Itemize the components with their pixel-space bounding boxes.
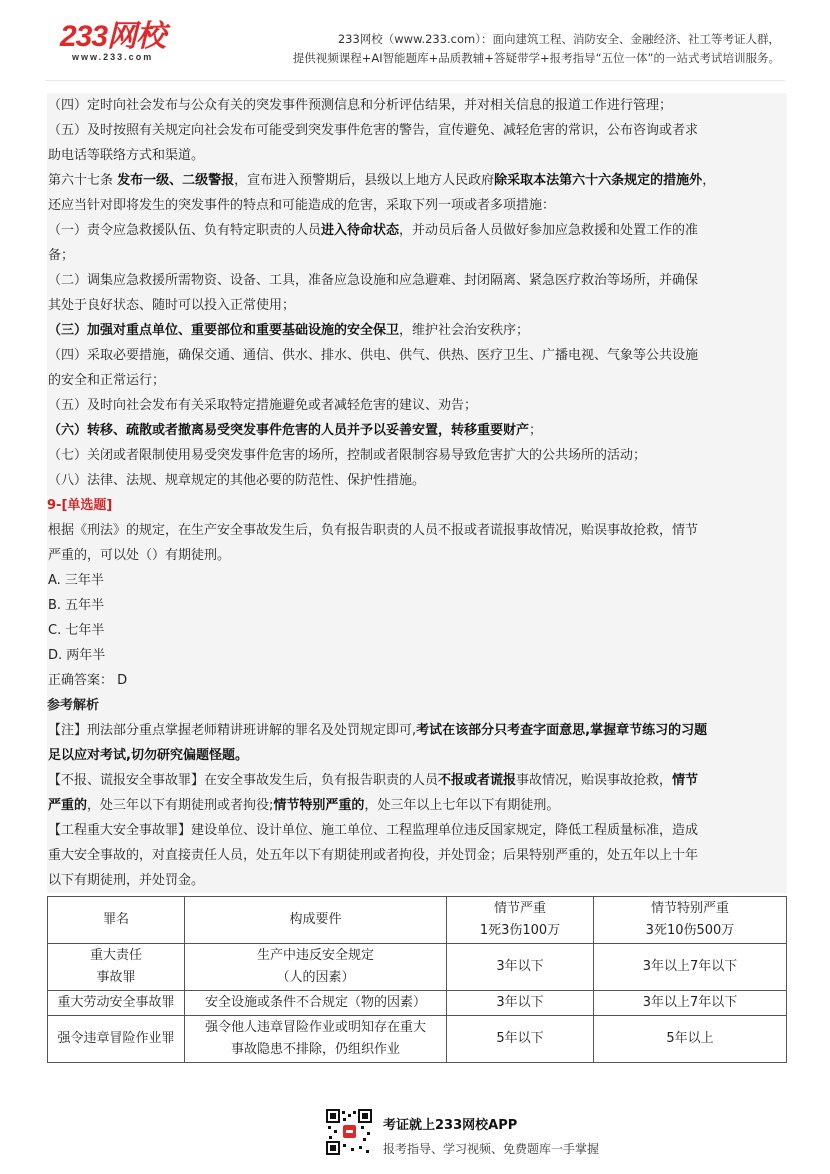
cell-line: 事故隐患不排除，仍组织作业	[230, 1042, 400, 1057]
bold-text: 进入待命状态	[321, 223, 400, 238]
footer-app-title[interactable]: 考证就上233网校APP	[383, 1118, 518, 1133]
option-d[interactable]: D. 两年半	[47, 643, 787, 668]
bold-text: 加强对重点单位、重要部位和重要基础设施的安全保卫	[87, 323, 400, 338]
question-header	[47, 493, 787, 518]
text-line: 助电话等联络方式和渠道。	[47, 143, 787, 168]
text-line: （五）及时向社会发布有关采取特定措施避免或者减轻危害的建议、劝告；	[47, 393, 787, 418]
text-line: 备；	[47, 243, 787, 268]
analysis-note: 【工程重大安全事故罪】建设单位、设计单位、施工单位、工程监理单位违反国家规定，降低工程质量标准，造成	[47, 818, 787, 843]
text-span: ，宣布进入预警期后，县级以上地方人民政府	[234, 173, 495, 188]
text-span: （一）责令应急救援队伍、负有特定职责的人员	[48, 223, 322, 238]
header-cell: 罪名	[48, 897, 185, 944]
table-cell	[185, 944, 447, 991]
table-cell: 3年以下	[447, 991, 594, 1016]
document-body	[47, 93, 787, 893]
text-line: （八）法律、法规、规章规定的其他必要的防范性、保护性措施。	[47, 468, 787, 493]
bold-text: 发布一级、二级警报	[117, 173, 235, 188]
header-cell	[594, 897, 787, 944]
text-line: 其处于良好状态、随时可以投入正常使用；	[47, 293, 787, 318]
text-line: （四）定时向社会发布与公众有关的突发事件预测信息和分析评估结果，并对相关信息的报道工作进行管理；	[47, 93, 787, 118]
article-67-line	[47, 168, 787, 193]
analysis-note: 以下有期徒刑，并处罚金。	[47, 868, 787, 893]
header-cell: 构成要件	[185, 897, 447, 944]
bold-text: （六）	[48, 423, 88, 438]
question-stem: 严重的，可以处（）有期徒刑。	[47, 543, 787, 568]
bold-text: 除采取本法第六十六条规定的措施外	[494, 173, 703, 188]
text-span: ，并动员后备人员做好参加应急救援和处置工作的准	[399, 223, 699, 238]
text-span: 【不报、谎报安全事故罪】在安全事故发生后，负有报告职责的人员	[48, 773, 439, 788]
table-cell: 重大劳动安全事故罪	[48, 991, 185, 1016]
text-line	[47, 418, 787, 443]
table-cell: 5年以上	[594, 1016, 787, 1063]
article-label: 第六十七条	[48, 173, 118, 188]
cell-line: 强令他人违章冒险作业或明知存在重大	[204, 1020, 426, 1035]
option-a[interactable]: A. 三年半	[47, 568, 787, 593]
bold-text: 情节	[672, 773, 699, 788]
text-line: （二）调集应急救援所需物资、设备、工具，准备应急设施和应急避难、封闭隔离、紧急医疗救治等场所，并确保	[47, 268, 787, 293]
text-line	[47, 318, 787, 343]
analysis-note: 重大安全事故的，对直接责任人员，处五年以下有期徒刑或者拘役，并处罚金；后果特别严重的，处五年以上十年	[47, 843, 787, 868]
option-b[interactable]: B. 五年半	[47, 593, 787, 618]
cell-line: 重大责任	[89, 948, 142, 963]
logo-url: www.233.com	[72, 52, 154, 62]
analysis-title: 参考解析	[47, 693, 787, 718]
header-info-line2: 提供视频课程+AI智能题库+品质教辅+答疑带学+报考指导“五位一体”的一站式考试培训服务。	[292, 51, 780, 65]
bold-text: 不报或者谎报	[438, 773, 517, 788]
table-cell: 3年以下	[447, 944, 594, 991]
header-cell-line: 情节严重	[493, 901, 546, 916]
text-line: 还应当针对即将发生的突发事件的特点和可能造成的危害，采取下列一项或者多项措施：	[47, 193, 787, 218]
text-line: 的安全和正常运行；	[47, 368, 787, 393]
page-footer	[325, 1108, 645, 1168]
analysis-note	[47, 718, 787, 743]
qr-code-icon[interactable]	[325, 1108, 373, 1156]
text-span: ，维护社会治安秩序；	[399, 323, 530, 338]
table-row	[48, 1016, 787, 1063]
analysis-note	[47, 768, 787, 793]
text-span: 事故情况，贻误事故抢救，	[516, 773, 673, 788]
table-cell	[48, 944, 185, 991]
brand-logo[interactable]	[60, 22, 165, 62]
analysis-note	[47, 743, 787, 768]
cell-line: 生产中违反安全规定	[256, 948, 374, 963]
question-number: 9-	[47, 498, 62, 513]
header-info	[293, 30, 780, 68]
bold-text: 严重的	[48, 798, 88, 813]
text-line: （五）及时按照有关规定向社会发布可能受到突发事件危害的警告，宣传避免、减轻危害的常识，公布咨询或者求	[47, 118, 787, 143]
text-span: ；	[529, 423, 543, 438]
header-info-line1: 233网校（www.233.com）：面向建筑工程、消防安全、金融经济、社工等考证人群，	[337, 32, 780, 46]
table-row	[48, 991, 787, 1016]
table-cell	[185, 1016, 447, 1063]
text-line: （四）采取必要措施，确保交通、通信、供水、排水、供电、供气、供热、医疗卫生、广播电视、气象等公共设施	[47, 343, 787, 368]
bold-text: 情节特别严重的	[273, 798, 365, 813]
crime-penalty-table	[47, 896, 787, 1063]
cell-line: （人的因素）	[276, 970, 355, 985]
bold-text: 考试在该部分只考查字面意思,掌握章节练习的习题	[416, 723, 708, 738]
header-cell-line: 情节特别严重	[650, 901, 729, 916]
analysis-note	[47, 793, 787, 818]
cell-line: 事故罪	[96, 970, 136, 985]
bold-text: （三）	[48, 323, 88, 338]
page-header	[0, 0, 830, 80]
correct-answer: 正确答案： D	[47, 668, 787, 693]
header-cell	[447, 897, 594, 944]
header-divider	[45, 80, 785, 81]
table-cell: 3年以上7年以下	[594, 944, 787, 991]
footer-app-subtitle: 报考指导、学习视频、免费题库一手掌握	[383, 1142, 600, 1156]
text-line	[47, 218, 787, 243]
header-cell-line: 3死10伤500万	[645, 923, 735, 938]
table-cell: 3年以上7年以下	[594, 991, 787, 1016]
question-stem: 根据《刑法》的规定，在生产安全事故发生后，负有报告职责的人员不报或者谎报事故情况，贻误事故抢救，情节	[47, 518, 787, 543]
table-cell: 安全设施或条件不合规定（物的因素）	[185, 991, 447, 1016]
text-span: ，处三年以上七年以下有期徒刑。	[364, 798, 560, 813]
text-span: ，	[702, 173, 716, 188]
table-header-row	[48, 897, 787, 944]
bold-text: 足以应对考试,切勿研究偏题怪题。	[48, 748, 248, 763]
header-cell-line: 1死3伤100万	[479, 923, 561, 938]
table-row	[48, 944, 787, 991]
text-span: ，处三年以下有期徒刑或者拘役;	[87, 798, 274, 813]
option-c[interactable]: C. 七年半	[47, 618, 787, 643]
table-cell: 强令违章冒险作业罪	[48, 1016, 185, 1063]
logo-text: 233网校	[60, 20, 166, 53]
table-cell: 5年以下	[447, 1016, 594, 1063]
question-type: [单选题]	[61, 498, 113, 513]
bold-text: 转移、疏散或者撤离易受突发事件危害的人员并予以妥善安置，转移重要财产	[87, 423, 530, 438]
text-span: 【注】刑法部分重点掌握老师精讲班讲解的罪名及处罚规定即可,	[48, 723, 417, 738]
text-line: （七）关闭或者限制使用易受突发事件危害的场所，控制或者限制容易导致危害扩大的公共场所的活动；	[47, 443, 787, 468]
